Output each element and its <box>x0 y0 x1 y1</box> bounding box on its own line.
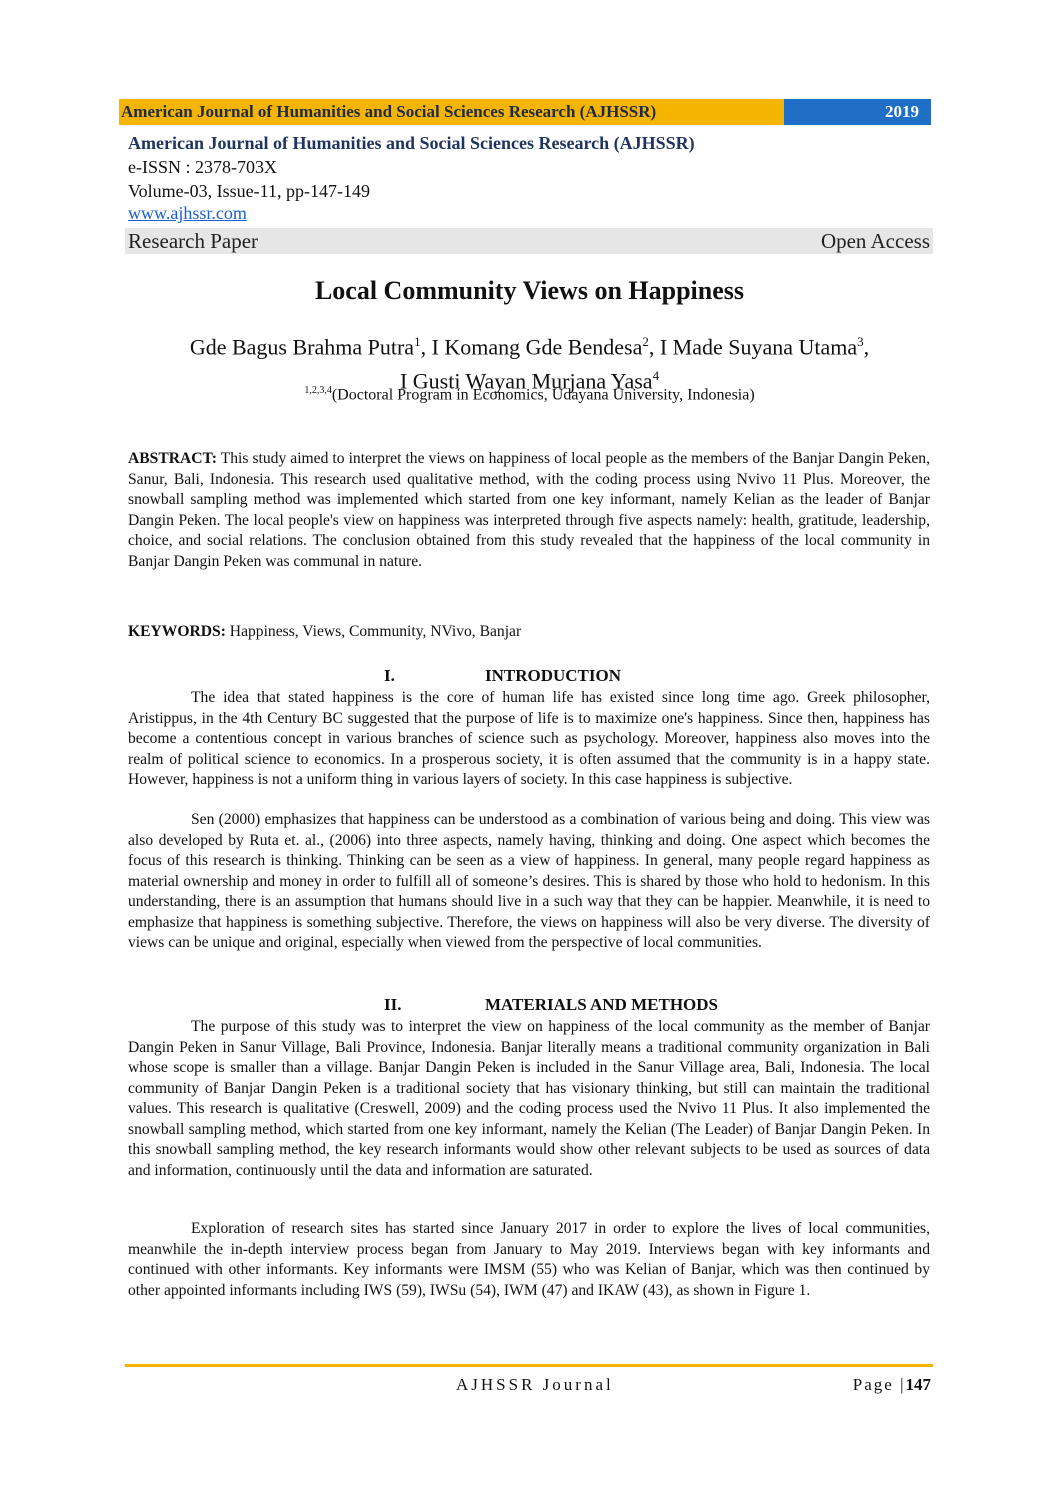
section-number: II. <box>384 995 402 1014</box>
author-superscript: 1 <box>414 334 421 349</box>
author-name: , I Made Suyana Utama <box>648 334 858 360</box>
footer-journal: AJHSSR Journal <box>456 1375 614 1394</box>
author-line-1 <box>0 327 1059 361</box>
affiliation-text: (Doctoral Program in Economics, Udayana University, Indonesia) <box>331 386 755 404</box>
journal-bar-year: 2019 <box>784 99 931 125</box>
section-number: I. <box>384 666 395 685</box>
page-number <box>853 1375 931 1395</box>
keywords-text: Happiness, Views, Community, NVivo, Banjar <box>225 623 522 640</box>
issn <box>128 157 277 178</box>
paper-type-bar <box>125 228 933 254</box>
access-type: Open Access <box>820 228 930 253</box>
abstract-label: ABSTRACT: <box>128 450 217 467</box>
website-link[interactable]: www.ajhssr.com <box>128 203 247 223</box>
keywords-label: KEYWORDS: <box>128 623 226 640</box>
paper-type: Research Paper <box>128 228 259 253</box>
abstract-text: This study aimed to interpret the views on happiness of local people as the members of the Banjar Dangin Peken, Sanur, Bali, Indonesia. This research used qualitative method, with the coding process using Nvivo 11 Plus. Moreover, the snowball sampling method was implemented which started from one key informant, namely Kelian as the leader of Banjar Dangin Peken. The local people's view on happiness was interpreted through five aspects namely: health, gratitude, leadership, choice, and social relations. The conclusion obtained from this study revealed that the happiness of the local community in Banjar Dangin Peken was communal in nature. <box>128 450 930 570</box>
journal-header-bar <box>119 99 931 125</box>
section-title: MATERIALS AND METHODS <box>485 995 718 1014</box>
volume-info: Volume-03, Issue-11, pp-147-149 <box>128 181 370 201</box>
issn-label: e-ISSN : <box>128 157 195 177</box>
keywords <box>128 623 521 641</box>
author-name: I Gusti Wayan Murjana Yasa <box>399 368 653 394</box>
methods-paragraph-2: Exploration of research sites has started since January 2017 in order to explore the lives of local communities, meanwhile the in-depth interview process began from January to May 2019. Interviews began with key informants and continued with other informants. Key informants were IMSM (55) who was Kelian of Banjar, which was then continued by other appointed informants including IWS (59), IWSu (54), IWM (47) and IKAW (43), as shown in Figure 1. <box>128 1220 930 1299</box>
paper-title: Local Community Views on Happiness <box>314 276 745 305</box>
section-title: INTRODUCTION <box>485 666 622 685</box>
author-superscript: 3 <box>857 334 864 349</box>
intro-paragraph-1: The idea that stated happiness is the core of human life has existed since long time ago. Greek philosopher, Aristippus, in the 4th Century BC suggested that the purpose of life is to maximize one's happiness. Since then, happiness has become a contentious concept in various branches of science such as psychology. Moreover, happiness also moves into the realm of political science to economics. In a prosperous society, it is often assumed that the community is in a happy state. However, happiness is not a uniform thing in various layers of society. In this case happiness is subjective. <box>128 689 930 788</box>
affiliation <box>0 385 1059 404</box>
author-superscript: 4 <box>652 368 660 384</box>
page-value: 147 <box>905 1375 931 1394</box>
journal-bar-title: American Journal of Humanities and Social Sciences Research (AJHSSR) <box>119 99 784 125</box>
author-superscript: 2 <box>642 334 649 349</box>
author-name: , I Komang Gde Bendesa <box>420 334 643 360</box>
issn-value: 2378-703X <box>195 157 277 177</box>
author-separator: , <box>863 334 870 360</box>
affiliation-superscript: 1,2,3,4 <box>304 385 332 396</box>
journal-name: American Journal of Humanities and Social Sciences Research (AJHSSR) <box>128 133 695 153</box>
author-name: Gde Bagus Brahma Putra <box>189 334 415 360</box>
methods-paragraph-1: The purpose of this study was to interpret the view on happiness of the local community as the member of Banjar Dangin Peken in Sanur Village, Bali Province, Indonesia. Banjar literally means a traditional community organization in Bali whose scope is smaller than a village. Banjar Dangin Peken is included in the Sanur Village area, Bali, Indonesia. The local community of Banjar Dangin Peken is a traditional society that has visionary thinking, but still can maintain the traditional values. This research is qualitative (Creswell, 2009) and the coding process used the Nvivo 11 Plus. It also implemented the snowball sampling method, which started from one key informant, namely the Kelian (The Leader) of Banjar Dangin Peken. In this snowball sampling method, the key research informants would show other relevant subjects to be used as sources of data and information, continuously until the data and information are saturated. <box>128 1018 930 1179</box>
intro-paragraph-2: Sen (2000) emphasizes that happiness can be understood as a combination of various being and doing. This view was also developed by Ruta et. al., (2006) into three aspects, namely having, thinking and doing. One aspect which becomes the focus of this research is thinking. Thinking can be seen as a view of happiness. In general, many people regard happiness as material ownership and money in order to fulfill all of someone’s desires. This is shared by those who hold to hedonism. In this understanding, there is an assumption that humans should live in a such way that they can be happier. Meanwhile, it is need to emphasize that happiness is something subjective. Therefore, the views on happiness will also be very diverse. The diversity of views can be unique and original, especially when viewed from the perspective of local communities. <box>128 811 930 951</box>
page-label: Page | <box>852 1375 906 1394</box>
footer-divider <box>125 1364 933 1367</box>
abstract <box>128 449 930 572</box>
